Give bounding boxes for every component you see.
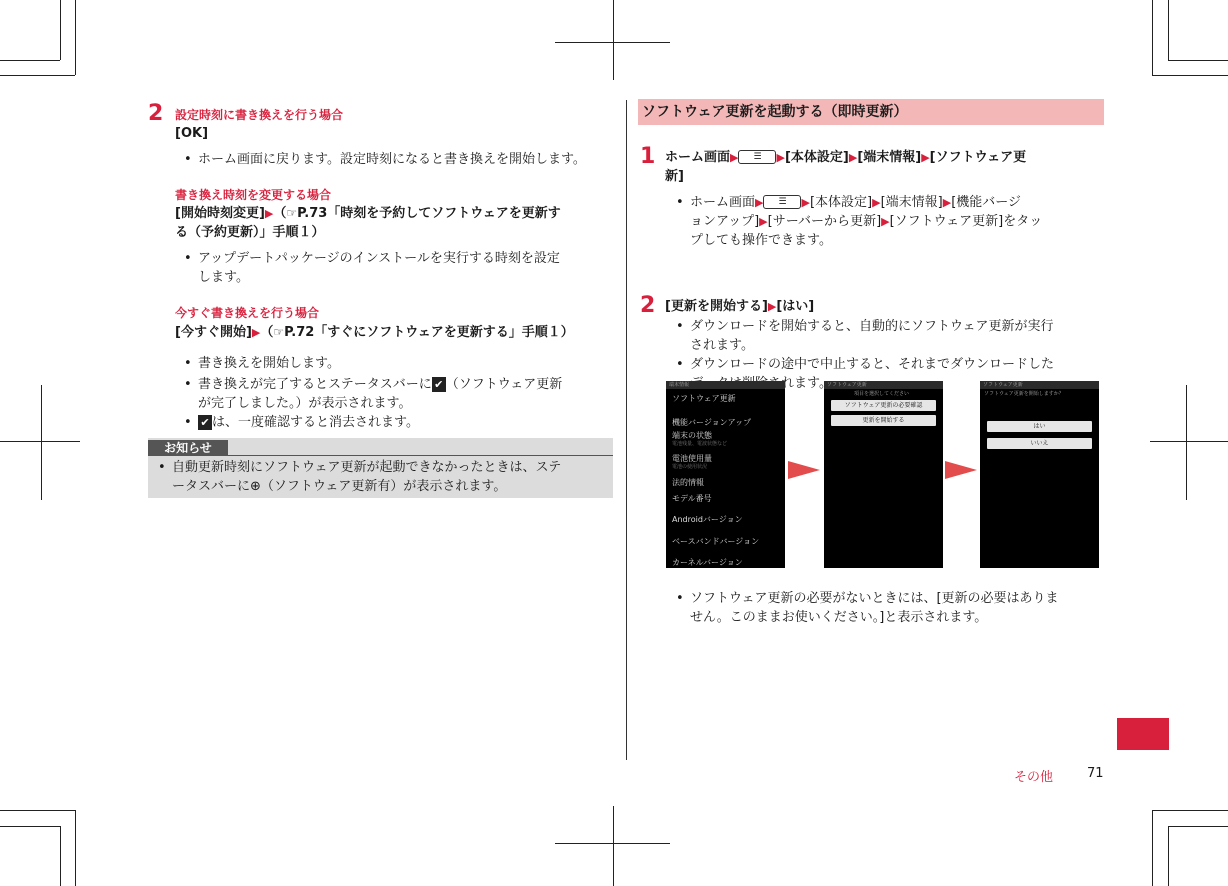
bullet-item: • 書き換えを開始します。: [198, 354, 340, 373]
check-icon: ✔: [432, 377, 446, 392]
download-icon: ⊕: [250, 479, 261, 494]
start-update-button[interactable]: 更新を開始する: [831, 415, 936, 426]
action-label: [更新を開始する]: [665, 299, 768, 314]
step-action: [175, 204, 561, 223]
crop-mark: [41, 385, 42, 500]
bullet-text: は、一度確認すると消去されます。: [212, 415, 419, 430]
step-title: 設定時刻に書き換えを行う場合: [175, 108, 344, 122]
action-label: [ソフトウェア更: [929, 150, 1027, 165]
page-reference-link[interactable]: P.73「時刻を予約してソフトウェアを更新す: [297, 206, 561, 221]
no-button[interactable]: いいえ: [987, 438, 1092, 449]
arrow-right-icon: [945, 461, 977, 479]
settings-list-item[interactable]: [672, 394, 736, 404]
bullet-text: [ソフトウェア更新]をタッ: [889, 214, 1043, 229]
triangle-icon: ▶: [942, 196, 952, 209]
crop-mark: [0, 75, 75, 76]
crop-mark: [60, 826, 61, 886]
triangle-icon: ▶: [251, 326, 261, 339]
settings-list-item-label: カーネルバージョン: [672, 558, 743, 567]
crop-mark: [1168, 60, 1228, 61]
settings-list-item[interactable]: [672, 431, 727, 447]
check-icon: ✔: [198, 415, 212, 430]
settings-list-item-label: ベースバンドバージョン: [672, 537, 760, 546]
check-update-button[interactable]: ソフトウェア更新の必要確認: [831, 400, 936, 411]
triangle-icon: ▶: [767, 300, 777, 313]
settings-list-item-label: 機能バージョンアップ: [672, 418, 752, 427]
screenshot-confirm-update: [980, 381, 1099, 568]
section-title: ソフトウェア更新を起動する（即時更新）: [642, 104, 908, 120]
crop-mark: [1152, 75, 1228, 76]
triangle-icon: ▶: [881, 215, 890, 228]
arrow-right-icon: [788, 461, 820, 479]
settings-list-item[interactable]: [672, 537, 759, 547]
bullet-text: 書き換えが完了するとステータスバーに: [198, 377, 432, 392]
bullet-item: • アップデートパッケージのインストールを実行する時刻を設定: [198, 249, 560, 268]
crop-mark: [1168, 826, 1169, 886]
screen-message: ソフトウェア更新を開始しますか？: [984, 391, 1064, 397]
menu-key-icon: ☰: [763, 195, 801, 209]
settings-list-item-label: 端末の状態: [672, 431, 712, 440]
bullet-text: [サーバーから更新]: [767, 214, 882, 229]
settings-list-item-label: モデル番号: [672, 494, 712, 503]
crop-mark: [1150, 441, 1228, 442]
action-label: [今すぐ開始]: [175, 325, 252, 340]
step-action: [OK]: [175, 126, 209, 141]
bullet-continuation: されます。: [690, 338, 754, 353]
subheading: 書き換え時刻を変更する場合: [175, 188, 332, 202]
crop-mark: [0, 60, 60, 61]
crop-mark: [0, 441, 80, 442]
step-action: [665, 297, 814, 316]
triangle-icon: ▶: [755, 196, 764, 209]
action-label: ホーム画面: [665, 150, 731, 165]
crop-mark: [613, 0, 614, 80]
screenshot-device-info: [666, 381, 785, 568]
subheading: 今すぐ書き換えを行う場合: [175, 306, 320, 320]
crop-mark: [1186, 385, 1187, 500]
action-label: [端末情報]: [857, 150, 922, 165]
crop-mark: [1168, 0, 1169, 60]
notice-label: お知らせ: [148, 440, 228, 456]
step-number: 2: [640, 293, 656, 318]
crop-mark: [60, 0, 61, 60]
action-label: [本体設定]: [784, 150, 849, 165]
page-number: 71: [1087, 766, 1104, 781]
column-divider: [626, 100, 627, 760]
bullet-text: （ソフトウェア更新: [445, 377, 563, 392]
settings-list-item-label: 電池使用量: [672, 454, 712, 463]
crop-mark: [75, 810, 76, 886]
action-label: [開始時刻変更]: [175, 206, 265, 221]
settings-list-item[interactable]: [672, 515, 743, 525]
section-tab-marker: [1117, 718, 1169, 750]
triangle-icon: ▶: [801, 196, 810, 209]
crop-mark: [0, 810, 75, 811]
notice-text: • 自動更新時刻にソフトウェア更新が起動できなかったときは、ステ: [172, 458, 561, 477]
crop-mark: [613, 806, 614, 886]
footer-section-name: その他: [1014, 770, 1054, 785]
step-number: 1: [640, 144, 656, 169]
bullet-text: ョンアップ]: [690, 214, 760, 229]
step-number: 2: [148, 101, 164, 126]
notice-text-part: （ソフトウェア更新有）が表示されます。: [260, 479, 507, 494]
settings-list-item-sub: 電池の使用状況: [672, 464, 708, 470]
step-action: [665, 148, 1026, 167]
triangle-icon: ▶: [872, 196, 881, 209]
bullet-item: [198, 413, 419, 432]
bullet-text: [機能バージ: [951, 195, 1022, 210]
page-reference-link[interactable]: P.72「すぐにソフトウェアを更新する」手順１）: [284, 325, 574, 340]
settings-list-item-label: 法的情報: [672, 478, 704, 487]
step-action: る（予約更新）」手順１）: [175, 225, 325, 240]
bullet-text: [端末情報]: [880, 195, 943, 210]
notice-text-part: ータスバーに: [172, 479, 251, 494]
settings-list-item[interactable]: [672, 454, 712, 470]
bullet-continuation: [690, 212, 1042, 231]
step-action: [175, 323, 574, 342]
screenshot-software-update: [824, 381, 943, 568]
action-label: [はい]: [776, 299, 815, 314]
crop-mark: [1152, 0, 1153, 75]
settings-list-item[interactable]: [672, 494, 712, 504]
settings-list-item-label: ソフトウェア更新: [672, 394, 736, 403]
settings-list-item[interactable]: [672, 558, 743, 568]
bullet-item: • ダウンロードを開始すると、自動的にソフトウェア更新が実行: [690, 317, 1053, 336]
bullet-continuation: プしても操作できます。: [690, 233, 832, 248]
crop-mark: [1152, 810, 1228, 811]
triangle-icon: ▶: [776, 151, 785, 164]
settings-list-item-sub: 電池残量、電波状態など: [672, 441, 728, 447]
bullet-item: [690, 193, 1021, 212]
settings-list-item[interactable]: [672, 478, 704, 488]
crop-mark: [1168, 826, 1228, 827]
action-label: （: [260, 325, 274, 340]
bullet-continuation: せん。このままお使いください。]と表示されます。: [690, 610, 988, 625]
triangle-icon: ▶: [921, 151, 930, 164]
action-label: （: [273, 206, 287, 221]
status-bar: 端末情報: [666, 381, 785, 389]
screen-message: 項目を選択してください: [854, 391, 910, 397]
yes-button[interactable]: はい: [987, 421, 1092, 432]
triangle-icon: ▶: [730, 151, 739, 164]
notice-rule: [228, 455, 613, 456]
bullet-text: ホーム画面: [690, 195, 756, 210]
triangle-icon: ▶: [759, 215, 768, 228]
bullet-item: • ソフトウェア更新の必要がないときには、[更新の必要はありま: [690, 589, 1059, 608]
bullet-continuation: が完了しました。）が表示されます。: [198, 396, 412, 411]
bullet-item: • ホーム画面に戻ります。設定時刻になると書き換えを開始します。: [198, 150, 586, 169]
bullet-item: • ダウンロードの途中で中止すると、それまでダウンロードした: [690, 355, 1054, 374]
bullet-text: [本体設定]: [809, 195, 873, 210]
notice-text: [172, 477, 506, 496]
bullet-item: [198, 375, 562, 394]
settings-list-item[interactable]: [672, 418, 751, 428]
status-bar: ソフトウェア更新: [980, 381, 1099, 389]
crop-mark: [1152, 810, 1153, 886]
menu-key-icon: ☰: [738, 150, 776, 164]
settings-list-item-label: Androidバージョン: [672, 515, 743, 524]
reference-icon: ☞: [273, 325, 285, 339]
triangle-icon: ▶: [848, 151, 858, 164]
crop-mark: [75, 0, 76, 75]
crop-mark: [0, 826, 60, 827]
status-bar: ソフトウェア更新: [824, 381, 943, 389]
bullet-continuation: します。: [198, 270, 249, 285]
reference-icon: ☞: [286, 206, 298, 220]
step-action: 新]: [665, 169, 684, 184]
triangle-icon: ▶: [264, 207, 274, 220]
